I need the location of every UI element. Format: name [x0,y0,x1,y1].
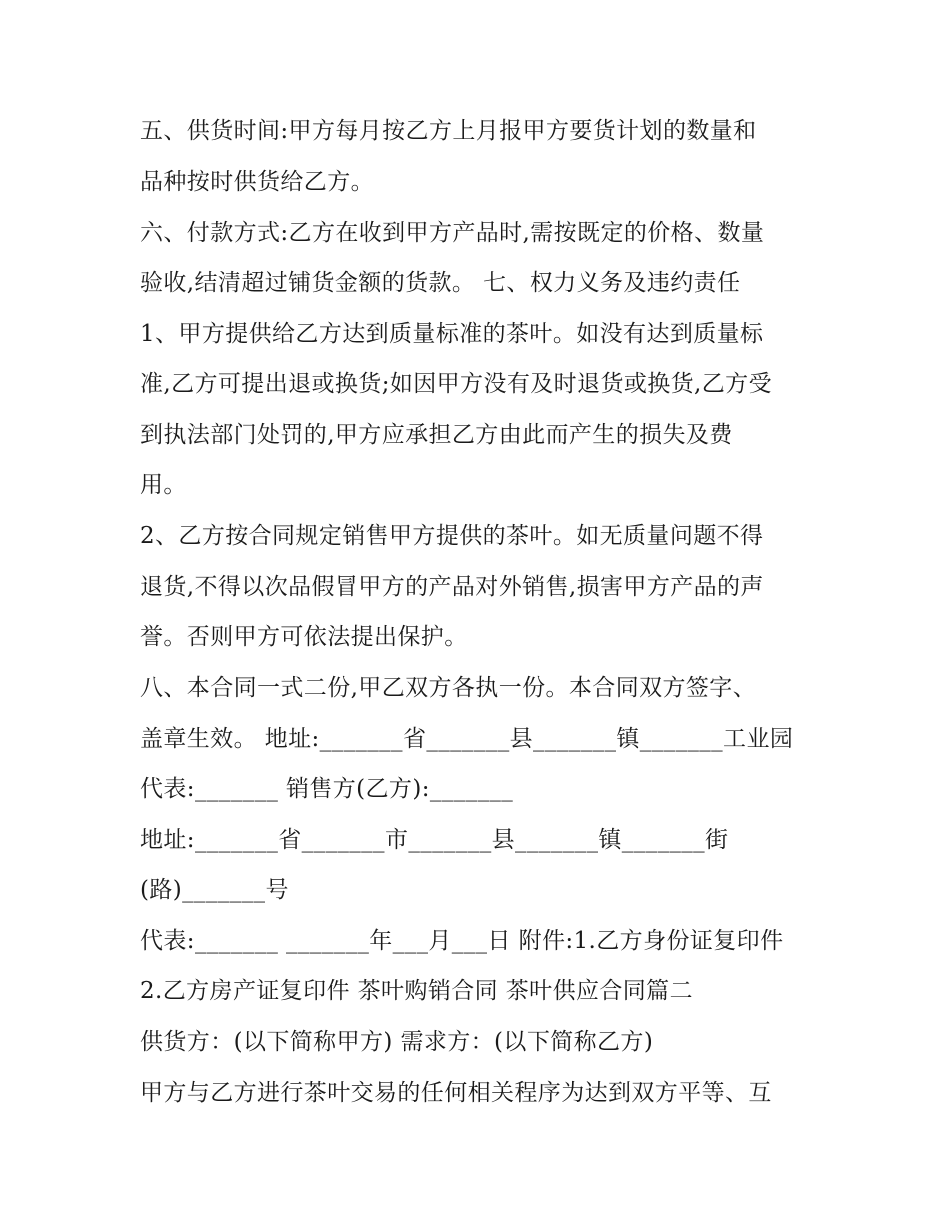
text-line: 代表:_______ 销售方(乙方):_______ [140,776,514,802]
text-line: 六、付款方式:乙方在收到甲方产品时,需按既定的价格、数量 [140,220,765,246]
text-line: 2.乙方房产证复印件 茶叶购销合同 茶叶供应合同篇二 [140,978,693,1004]
text-line: 誉。否则甲方可依法提出保护。 [140,624,468,650]
text-line: 盖章生效。 地址:_______省_______县_______镇_______工业园 [140,726,794,752]
text-line: (路)_______号 [140,877,289,903]
text-line: 品种按时供货给乙方。 [140,169,374,195]
text-line: 甲方与乙方进行茶叶交易的任何相关程序为达到双方平等、互 [140,1080,772,1106]
text-line: 验收,结清超过铺货金额的货款。 七、权力义务及违约责任 [140,270,741,296]
text-line: 供货方：(以下简称甲方) 需求方：(以下简称乙方) [140,1029,654,1055]
text-line: 地址:_______省_______市_______县_______镇_______街 [140,827,729,853]
text-line: 1、甲方提供给乙方达到质量标准的茶叶。如没有达到质量标 [140,321,764,347]
text-line: 代表:_______ _______年___月___日 附件:1.乙方身份证复印件 [140,928,784,954]
text-line: 准,乙方可提出退或换货;如因甲方没有及时退货或换货,乙方受 [140,371,772,397]
text-line: 用。 [140,472,187,498]
text-line: 2、乙方按合同规定销售甲方提供的茶叶。如无质量问题不得 [140,523,764,549]
text-line: 到执法部门处罚的,甲方应承担乙方由此而产生的损失及费 [140,422,733,448]
text-line: 退货,不得以次品假冒甲方的产品对外销售,损害甲方产品的声 [140,574,764,600]
text-line: 五、供货时间:甲方每月按乙方上月报甲方要货计划的数量和 [140,118,757,144]
text-line: 八、本合同一式二份,甲乙双方各执一份。本合同双方签字、 [140,675,757,701]
